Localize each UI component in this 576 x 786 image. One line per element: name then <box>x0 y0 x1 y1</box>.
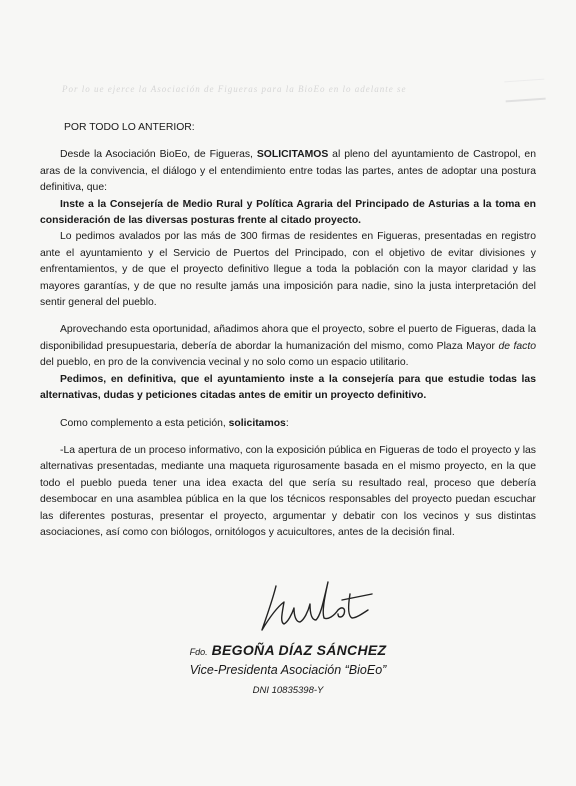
section-heading: POR TODO LO ANTERIOR: <box>64 122 195 133</box>
solicitamos-emphasis: SOLICITAMOS <box>256 149 329 161</box>
paragraph-definitive-request: Pedimos, en definitiva, que el ayuntamiento inste a la consejería para que estudie todas las alternativas, dudas y peticiones citadas antes de emitir un proyecto definitivo. <box>40 373 536 402</box>
fdo-label: Fdo. <box>189 647 208 657</box>
solicitamos-emphasis-2: solicitamos <box>228 417 286 429</box>
signer-name: BEGOÑA DÍAZ SÁNCHEZ <box>211 642 387 658</box>
de-facto-emphasis: de facto <box>498 340 536 352</box>
handwritten-signature <box>258 564 378 642</box>
paragraph-main-request: Inste a la Consejería de Medio Rural y Política Agraria del Principado de Asturias a la toma en consideración de las diversas posturas frente al citado proyecto. <box>40 198 536 227</box>
letter-body <box>40 120 536 541</box>
signature-block <box>0 560 576 786</box>
paragraph-request: Desde la Asociación BioEo, de Figueras, SOLICITAMOS al pleno del ayuntamiento de Castropol, en aras de la convivencia, el diálogo y el entendimiento entre todas las partes, antes de adoptar una postura definitiva, que: <box>40 149 536 194</box>
paragraph-information-process: -La apertura de un proceso informativo, con la exposición pública en Figueras de todo el proyecto y las alternativas presentadas, mediante una maqueta rigurosamente basada en el mismo proyecto, en la que todo el pueblo pueda tener una idea exacta del que sería su resultado real, proceso que debería desembocar en una asamblea pública en la que los técnicos responsables del proyecto puedan escuchar las diferentes posturas, presentar el proyecto, argumentar y debatir con los vecinos y sus distintas asociaciones, así como con biólogos, ornitólogos y acuicultores, antes de la decisión final. <box>40 444 536 538</box>
signer-dni: DNI 10835398-Y <box>252 685 324 696</box>
paragraph-signatures: Lo pedimos avalados por las más de 300 firmas de residentes en Figueras, presentadas en registro ante el ayuntamiento y el Servicio de Puertos del Principado, con el objetivo de evitar divisiones y enfrentamientos, y de que el proyecto definitivo llegue a toda la población con la mayor claridad y las mayores garantías, y de que no resulte jamás una imposición para nadie, sino la justa interpretación del sentir general del pueblo. <box>40 231 536 309</box>
paragraph-opportunity: Aprovechando esta oportunidad, añadimos ahora que el proyecto, sobre el puerto de Figueras, dada la disponibilidad presupuestaria, debería de abordar la humanización del mismo, como Plaza Mayor de facto del pueblo, en pro de la convivencia vecinal y no solo como un espacio utilitario. <box>40 324 536 369</box>
signer-line <box>0 642 576 660</box>
paragraph-complement: Como complemento a esta petición, solicitamos: <box>60 417 289 429</box>
faint-header-text: Por lo ue ejerce la Asociación de Figueras para la BioEo en lo adelante se <box>62 84 407 94</box>
signer-role: Vice-Presidenta Asociación “BioEo” <box>189 663 387 677</box>
faint-header-mark <box>504 79 545 103</box>
